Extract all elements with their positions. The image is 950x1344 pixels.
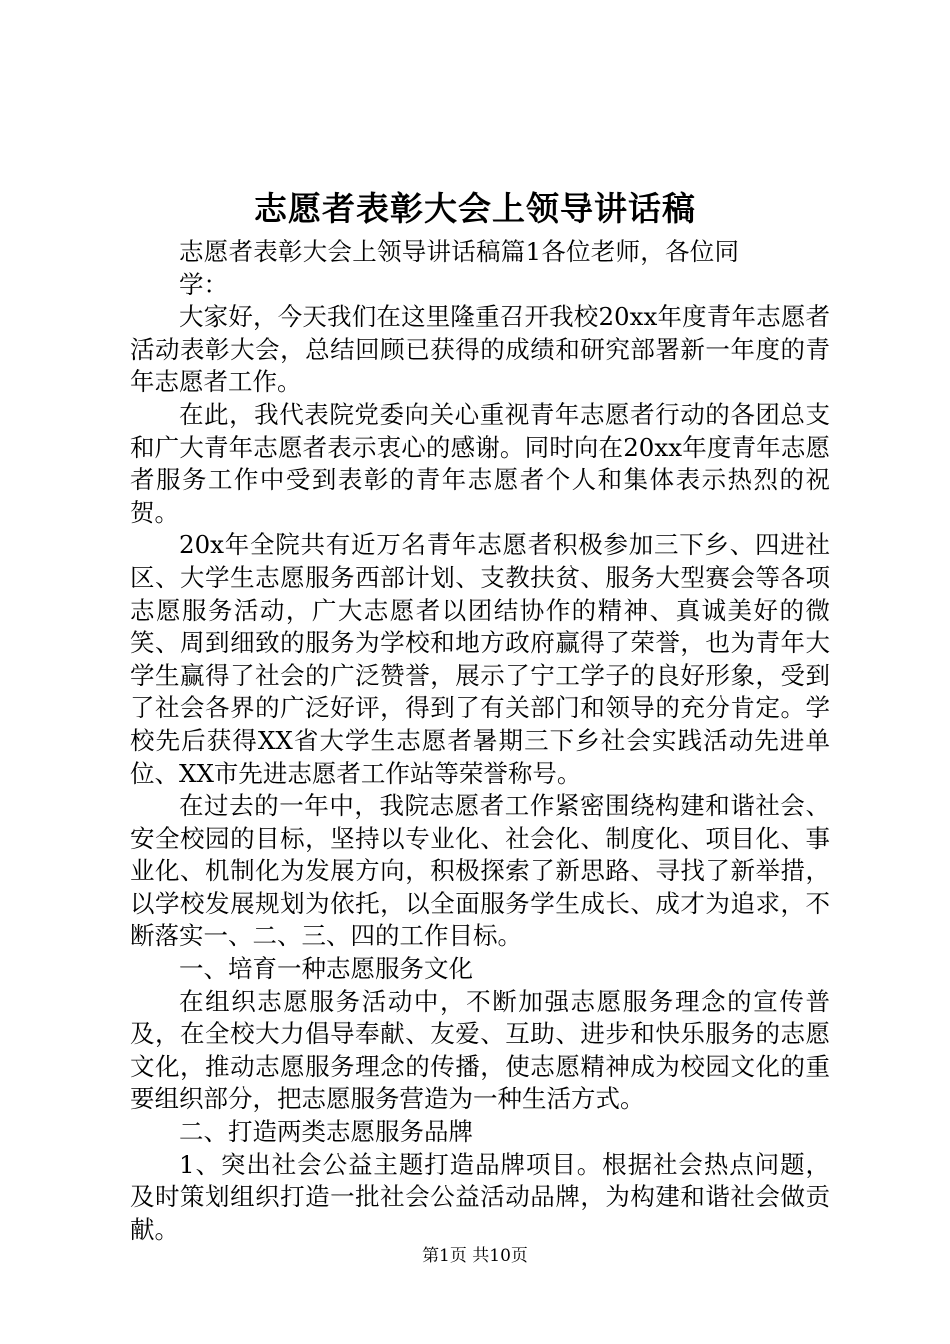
paragraph: 在组织志愿服务活动中，不断加强志愿服务理念的宣传普及，在全校大力倡导奉献、友爱、互助、进步和快乐服务的志愿文化，推动志愿服务理念的传播，使志愿精神成为校园文化的重要组织部分，把志愿服务营造为一种生活方式。 bbox=[130, 986, 830, 1114]
section-heading: 一、培育一种志愿服务文化 bbox=[179, 954, 473, 984]
section-heading: 二、打造两类志愿服务品牌 bbox=[179, 1117, 473, 1147]
paragraph-intro: 志愿者表彰大会上领导讲话稿篇1各位老师，各位同学： bbox=[179, 237, 739, 299]
page-number-footer: 第1页 共10页 bbox=[422, 1246, 528, 1266]
paragraph: 1、突出社会公益主题打造品牌项目。根据社会热点问题，及时策划组织打造一批社会公益活动品牌，为构建和谐社会做贡献。 bbox=[130, 1149, 830, 1244]
paragraph: 在过去的一年中，我院志愿者工作紧密围绕构建和谐社会、安全校园的目标，坚持以专业化、社会化、制度化、项目化、事业化、机制化为发展方向，积极探索了新思路、寻找了新举措，以学校发展规划为依托，以全面服务学生成长、成才为追求，不断落实一、二、三、四的工作目标。 bbox=[130, 791, 830, 951]
document-title: 志愿者表彰大会上领导讲话稿 bbox=[254, 189, 696, 228]
paragraph: 20x年全院共有近万名青年志愿者积极参加三下乡、四进社区、大学生志愿服务西部计划、支教扶贫、服务大型赛会等各项志愿服务活动，广大志愿者以团结协作的精神、真诚美好的微笑、周到细致的服务为学校和地方政府赢得了荣誉，也为青年大学生赢得了社会的广泛赞誉，展示了宁工学子的良好形象，受到了社会各界的广泛好评，得到了有关部门和领导的充分肯定。学校先后获得XX省大学生志愿者暑期三下乡社会实践活动先进单位、XX市先进志愿者工作站等荣誉称号。 bbox=[130, 530, 830, 788]
paragraph: 在此，我代表院党委向关心重视青年志愿者行动的各团总支和广大青年志愿者表示衷心的感谢。同时向在20xx年度青年志愿者服务工作中受到表彰的青年志愿者个人和集体表示热烈的祝贺。 bbox=[130, 399, 830, 527]
paragraph: 大家好，今天我们在这里隆重召开我校20xx年度青年志愿者活动表彰大会，总结回顾已获得的成绩和研究部署新一年度的青年志愿者工作。 bbox=[130, 302, 830, 397]
document-body bbox=[130, 236, 830, 1246]
